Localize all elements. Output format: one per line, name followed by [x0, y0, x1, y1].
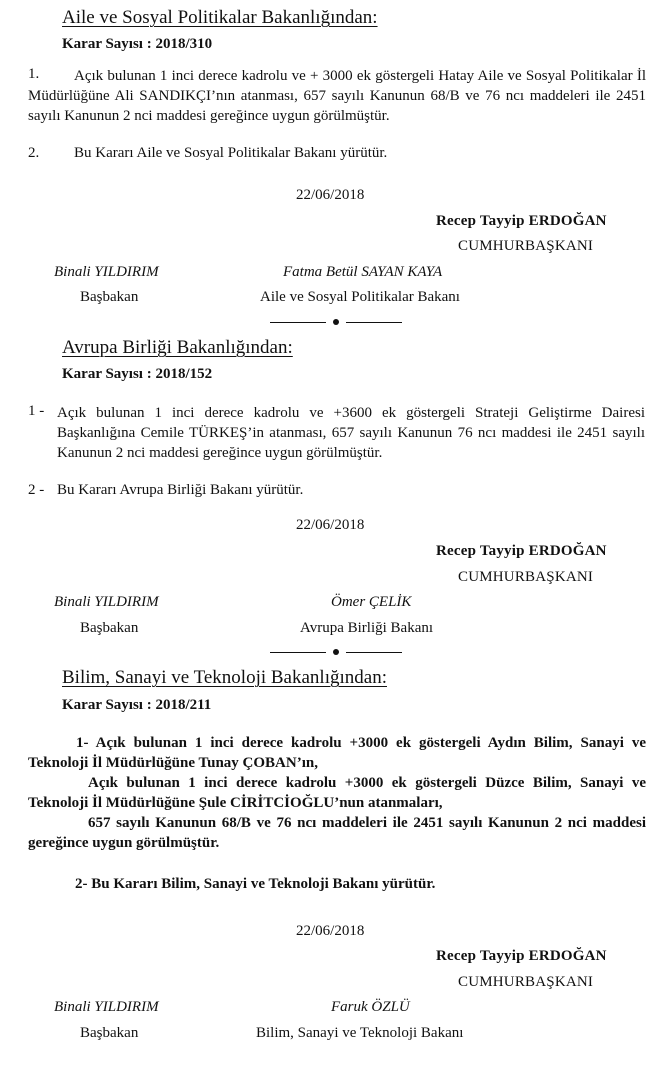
section-heading: Aile ve Sosyal Politikalar Bakanlığından: [62, 7, 378, 28]
separator-line [346, 652, 402, 653]
signatory-name: Ömer ÇELİK [331, 594, 412, 610]
decision-paragraph: Açık bulunan 1 inci derece kadrolu ve + 3000 ek göstergeli Hatay Aile ve Sosyal Politikalar İl Müdürlüğüne Ali SANDIKÇI’nın atanması, 657 sayılı Kanunun 68/B ve 76 ncı maddeleri ile 2451 sayılı Kanunun 2 nci maddesi gereğince uygun görülmüştür. [28, 68, 646, 124]
signatory-name: Binali YILDIRIM [54, 264, 159, 280]
signatory-title: Başbakan [80, 1025, 139, 1041]
section-heading: Avrupa Birliği Bakanlığından: [62, 337, 293, 358]
separator-line [270, 652, 326, 653]
decision-date: 22/06/2018 [296, 517, 365, 533]
separator-dot [333, 649, 339, 655]
president-title: CUMHURBAŞKANI [458, 974, 594, 990]
signatory-name: Binali YILDIRIM [54, 594, 159, 610]
decision-paragraph: 657 sayılı Kanunun 68/B ve 76 ncı maddeleri ile 2451 sayılı Kanunun 2 nci maddesi gereğince uygun görülmüştür. [28, 815, 646, 851]
item-number: 1. [28, 66, 40, 82]
signatory-title: Başbakan [80, 620, 139, 636]
president-name: Recep Tayyip ERDOĞAN [436, 543, 607, 559]
signatory-title: Başbakan [80, 289, 139, 305]
decision-number: Karar Sayısı : 2018/211 [62, 697, 212, 713]
decision-paragraph: Açık bulunan 1 inci derece kadrolu ve +3600 ek göstergeli Strateji Geliştirme Dairesi Başkanlığına Cemile TÜRKEŞ’in atanması, 657 sayılı Kanunun 76 ncı maddesi ile 2451 sayılı Kanunun 2 nci maddesi gereğince uygun görülmüştür. [57, 405, 645, 461]
decision-date: 22/06/2018 [296, 923, 365, 939]
decision-number: Karar Sayısı : 2018/152 [62, 366, 213, 382]
decision-date: 22/06/2018 [296, 187, 365, 203]
signatory-name: Fatma Betül SAYAN KAYA [283, 264, 443, 280]
signatory-name: Faruk ÖZLÜ [331, 999, 410, 1015]
decision-paragraph: 2- Bu Kararı Bilim, Sanayi ve Teknoloji Bakanı yürütür. [75, 876, 436, 892]
signatory-title: Aile ve Sosyal Politikalar Bakanı [260, 289, 460, 305]
president-name: Recep Tayyip ERDOĞAN [436, 213, 607, 229]
decision-paragraph: Bu Kararı Avrupa Birliği Bakanı yürütür. [57, 482, 304, 498]
signatory-title: Bilim, Sanayi ve Teknoloji Bakanı [256, 1025, 464, 1041]
decision-paragraph: Açık bulunan 1 inci derece kadrolu +3000 ek göstergeli Düzce Bilim, Sanayi ve Teknoloji İl Müdürlüğüne Şule CİRİTCİOĞLU’nun atanmaları, [28, 775, 646, 811]
president-title: CUMHURBAŞKANI [458, 238, 594, 254]
separator-line [346, 322, 402, 323]
president-title: CUMHURBAŞKANI [458, 569, 594, 585]
decision-number: Karar Sayısı : 2018/310 [62, 36, 213, 52]
section-heading: Bilim, Sanayi ve Teknoloji Bakanlığından: [62, 667, 387, 688]
item-number: 2. [28, 145, 40, 161]
separator-dot [333, 319, 339, 325]
separator-line [270, 322, 326, 323]
decision-paragraph: Bu Kararı Aile ve Sosyal Politikalar Bakanı yürütür. [74, 145, 388, 161]
signatory-title: Avrupa Birliği Bakanı [300, 620, 434, 636]
item-number: 1 - [28, 403, 45, 419]
item-number: 2 - [28, 482, 45, 498]
president-name: Recep Tayyip ERDOĞAN [436, 948, 607, 964]
signatory-name: Binali YILDIRIM [54, 999, 159, 1015]
decision-paragraph: 1- Açık bulunan 1 inci derece kadrolu +3000 ek göstergeli Aydın Bilim, Sanayi ve Teknoloji İl Müdürlüğüne Tunay ÇOBAN’ın, [28, 735, 646, 771]
